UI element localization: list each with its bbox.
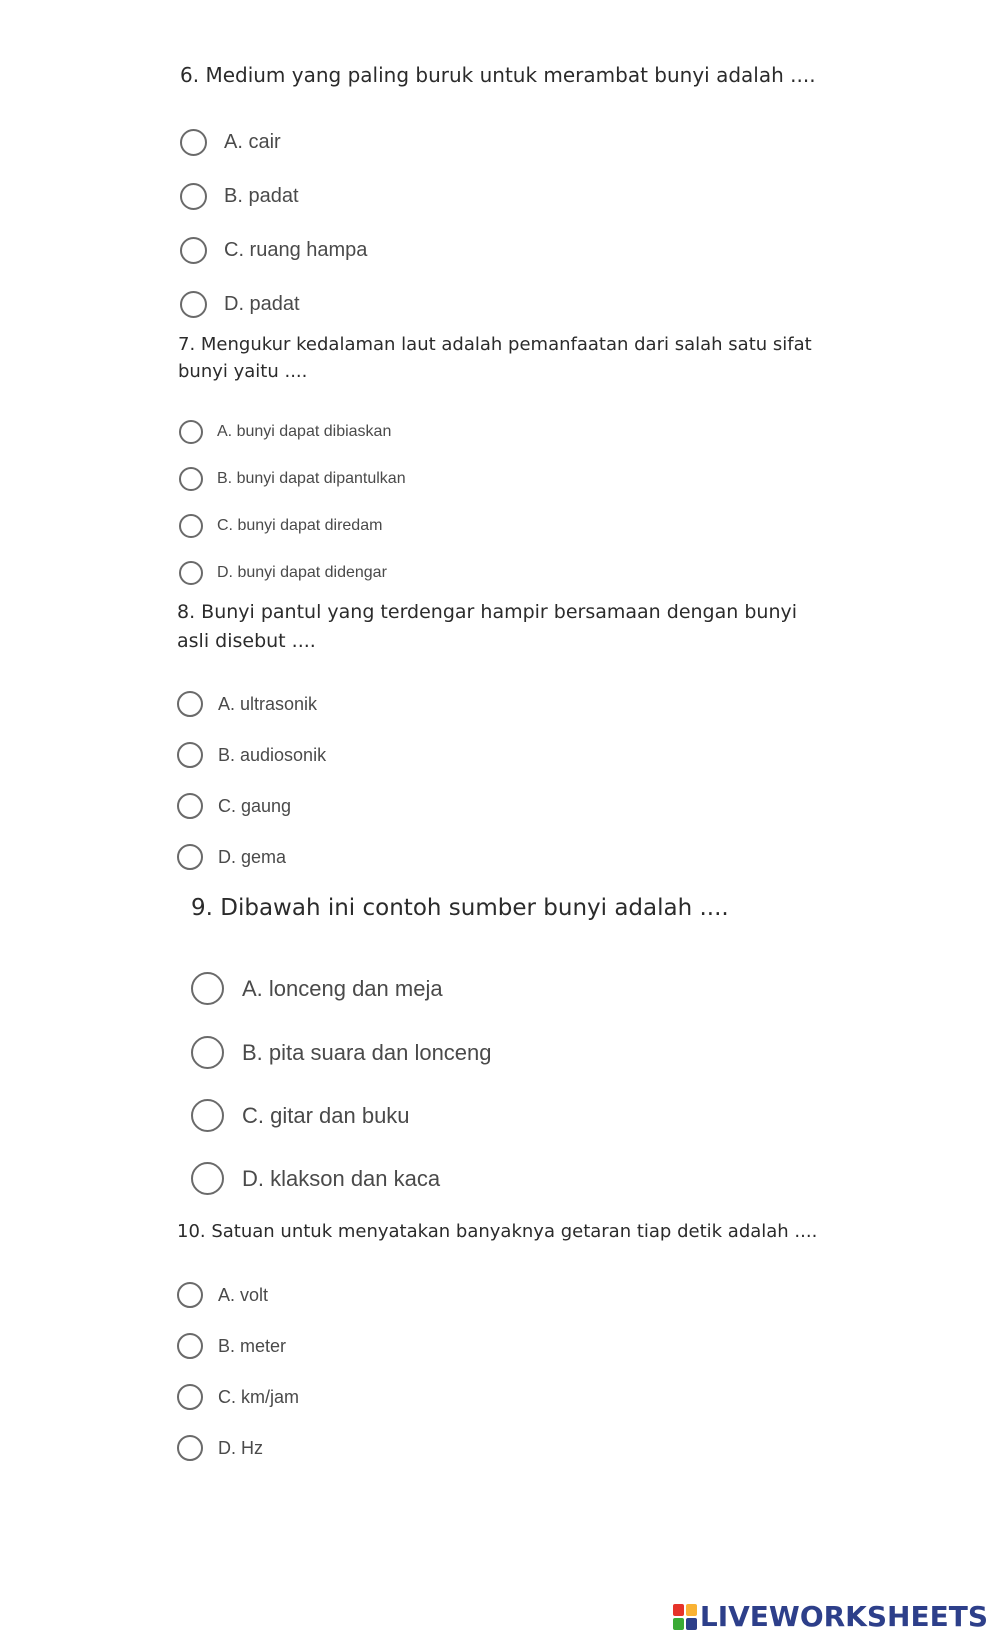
radio-button[interactable] (177, 691, 203, 717)
logo-square (686, 1618, 697, 1630)
q10-option-d-label: D. Hz (218, 1437, 263, 1458)
q9-option-a[interactable] (191, 972, 443, 1005)
q9-option-b[interactable] (191, 1036, 492, 1069)
logo-square (673, 1618, 684, 1630)
radio-button[interactable] (179, 467, 203, 491)
radio-button[interactable] (177, 1282, 203, 1308)
q6-option-c[interactable] (180, 237, 367, 264)
radio-button[interactable] (179, 420, 203, 444)
q7-option-a-label: A. bunyi dapat dibiaskan (217, 423, 392, 440)
q8-option-a-label: A. ultrasonik (218, 693, 318, 714)
liveworksheets-watermark (673, 1600, 988, 1633)
logo-square (673, 1604, 684, 1616)
logo-square (686, 1604, 697, 1616)
q7-option-c-label: C. bunyi dapat diredam (217, 517, 383, 534)
q6-option-c-label: C. ruang hampa (224, 239, 368, 261)
q9-option-b-label: B. pita suara dan lonceng (242, 1039, 492, 1065)
q8-option-a[interactable] (177, 691, 317, 717)
radio-button[interactable] (191, 1099, 224, 1132)
question-9-text: 9. Dibawah ini contoh sumber bunyi adalah .... (191, 895, 729, 921)
q10-option-b[interactable] (177, 1333, 286, 1359)
q8-option-c-label: C. gaung (218, 795, 292, 816)
q8-option-b[interactable] (177, 742, 326, 768)
q6-option-d[interactable] (180, 291, 300, 318)
q7-option-c[interactable] (179, 514, 382, 538)
q10-option-c[interactable] (177, 1384, 299, 1410)
q7-option-a[interactable] (179, 420, 391, 444)
radio-button[interactable] (177, 1384, 203, 1410)
question-7-text: 7. Mengukur kedalaman laut adalah pemanfaatan dari salah satu sifat bunyi yaitu .... (178, 334, 812, 382)
q10-option-a-label: A. volt (218, 1284, 269, 1305)
q8-option-c[interactable] (177, 793, 291, 819)
radio-button[interactable] (180, 183, 207, 210)
question-8-text: 8. Bunyi pantul yang terdengar hampir bersamaan dengan bunyi asli disebut .... (177, 601, 798, 652)
q7-option-d[interactable] (179, 561, 387, 585)
question-10-text: 10. Satuan untuk menyatakan banyaknya getaran tiap detik adalah .... (177, 1221, 818, 1242)
radio-button[interactable] (180, 291, 207, 318)
radio-button[interactable] (179, 561, 203, 585)
radio-button[interactable] (180, 237, 207, 264)
q7-option-d-label: D. bunyi dapat didengar (217, 564, 387, 581)
q7-option-b[interactable] (179, 467, 406, 491)
q8-option-d-label: D. gema (218, 846, 287, 867)
radio-button[interactable] (191, 1036, 224, 1069)
q6-option-a[interactable] (180, 129, 281, 156)
q9-option-a-label: A. lonceng dan meja (242, 975, 443, 1001)
q9-option-c-label: C. gitar dan buku (242, 1102, 410, 1128)
liveworksheets-logo-icon (673, 1604, 697, 1630)
radio-button[interactable] (191, 1162, 224, 1195)
radio-button[interactable] (177, 1333, 203, 1359)
liveworksheets-wordmark: LIVEWORKSHEETS (699, 1600, 988, 1633)
radio-button[interactable] (191, 972, 224, 1005)
q9-option-c[interactable] (191, 1099, 410, 1132)
q6-option-a-label: A. cair (224, 131, 281, 153)
radio-button[interactable] (180, 129, 207, 156)
q9-option-d[interactable] (191, 1162, 440, 1195)
radio-button[interactable] (177, 844, 203, 870)
q6-option-b[interactable] (180, 183, 299, 210)
q8-option-d[interactable] (177, 844, 286, 870)
q10-option-d[interactable] (177, 1435, 263, 1461)
q6-option-b-label: B. padat (224, 185, 299, 207)
radio-button[interactable] (177, 793, 203, 819)
q9-option-d-label: D. klakson dan kaca (242, 1165, 441, 1191)
radio-button[interactable] (177, 742, 203, 768)
q10-option-a[interactable] (177, 1282, 268, 1308)
question-6-text: 6. Medium yang paling buruk untuk merambat bunyi adalah .... (180, 63, 816, 87)
q10-option-b-label: B. meter (218, 1335, 287, 1356)
q6-option-d-label: D. padat (224, 293, 300, 315)
q8-option-b-label: B. audiosonik (218, 744, 327, 765)
q7-option-b-label: B. bunyi dapat dipantulkan (217, 470, 406, 487)
radio-button[interactable] (179, 514, 203, 538)
radio-button[interactable] (177, 1435, 203, 1461)
q10-option-c-label: C. km/jam (218, 1386, 299, 1407)
